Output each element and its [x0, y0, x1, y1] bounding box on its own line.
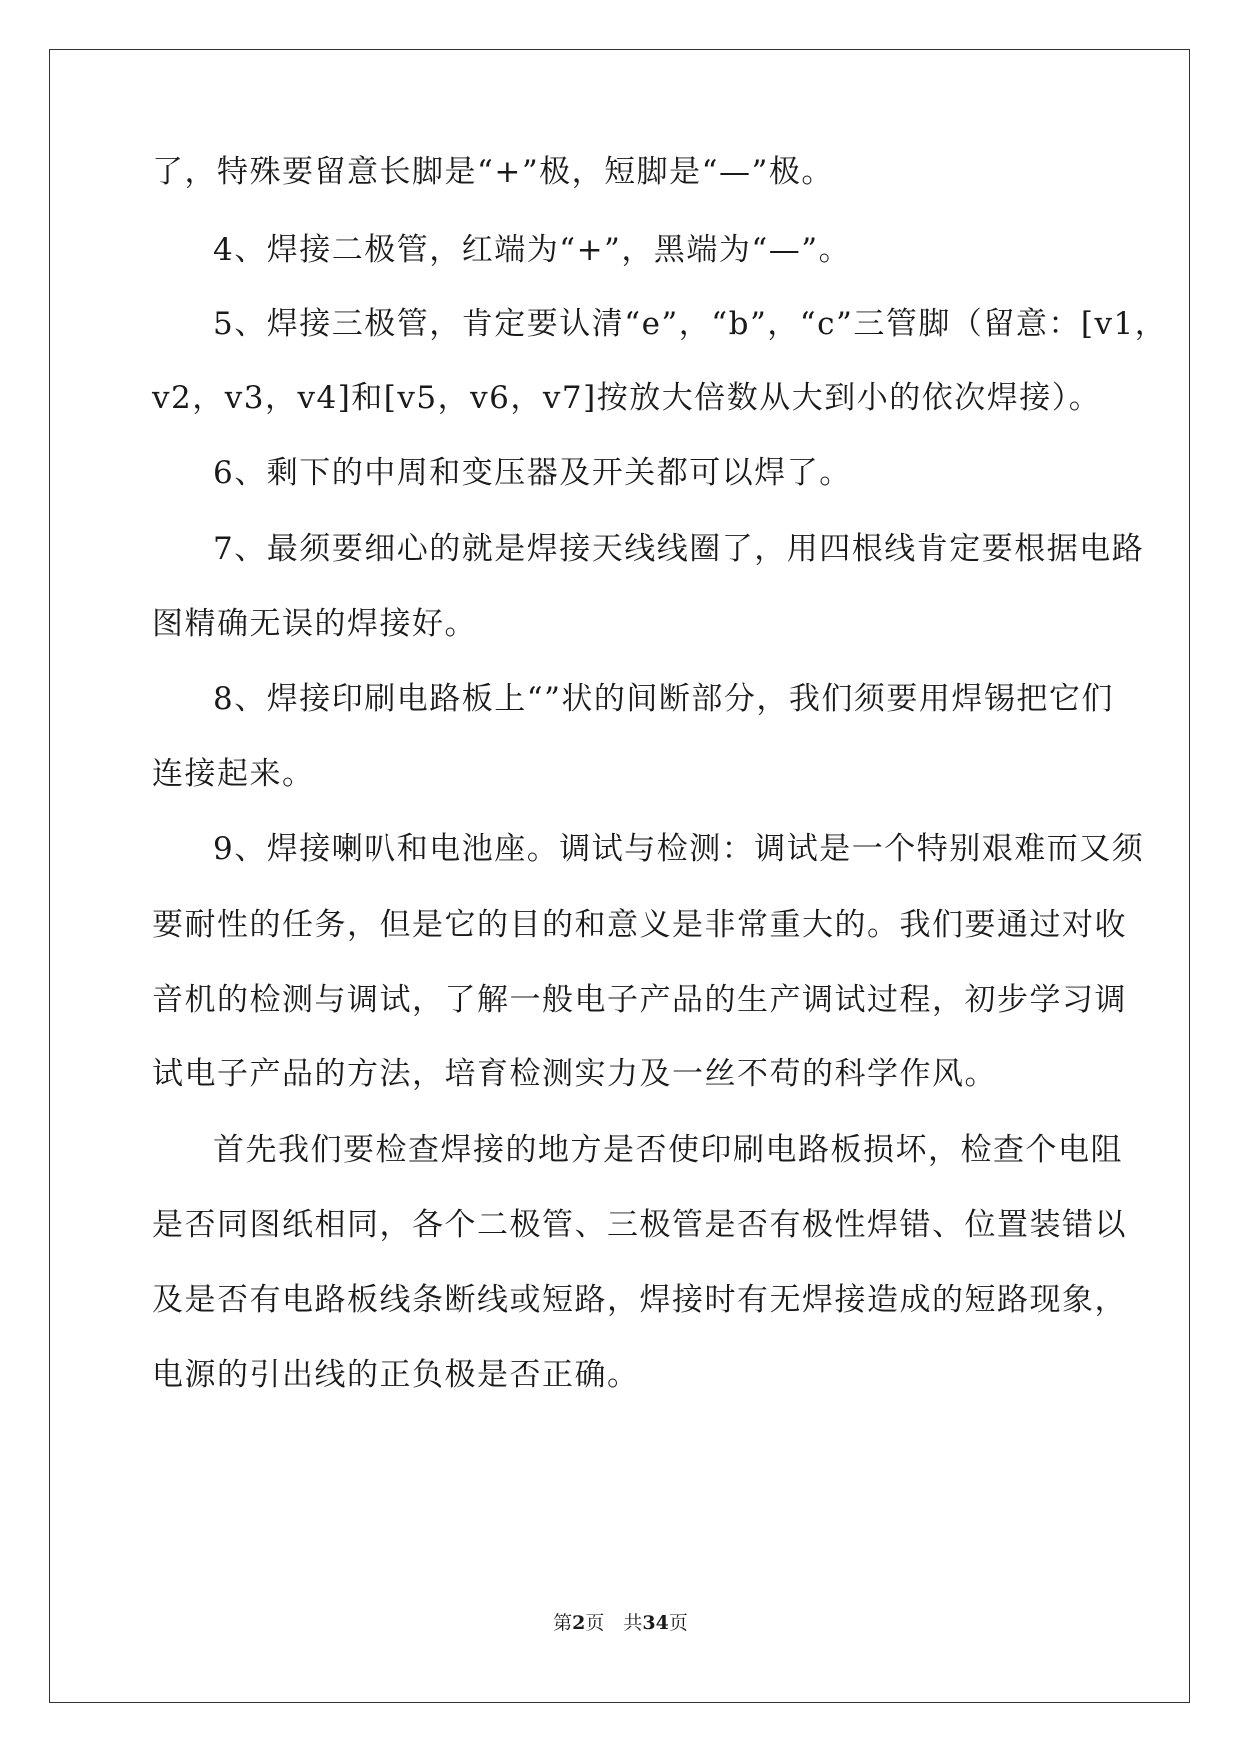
- text-line: 连接起来。: [152, 756, 315, 792]
- text-line: 了，特殊要留意长脚是“+”极，短脚是“—”极。: [152, 154, 834, 190]
- total-pages: 34: [642, 1612, 669, 1634]
- text-line: 6、剩下的中周和变压器及开关都可以焊了。: [213, 455, 852, 491]
- text-line: 8、焊接印刷电路板上“”状的间断部分，我们须要用焊锡把它们: [213, 681, 1114, 717]
- text-line: 4、焊接二极管，红端为“+”，黑端为“—”。: [213, 232, 852, 268]
- text-line: 7、最须要细心的就是焊接天线线圈了，用四根线肯定要根据电路: [213, 531, 1145, 567]
- footer-suffix: 页: [668, 1612, 688, 1634]
- text-line: 要耐性的任务，但是它的目的和意义是非常重大的。我们要通过对收: [152, 907, 1127, 943]
- text-line: 图精确无误的焊接好。: [152, 606, 477, 642]
- text-line: 是否同图纸相同，各个二极管、三极管是否有极性焊错、位置装错以: [152, 1207, 1127, 1243]
- footer-prefix: 第: [553, 1612, 573, 1634]
- text-line: 9、焊接喇叭和电池座。调试与检测：调试是一个特别艰难而又须: [213, 831, 1145, 867]
- text-line: 首先我们要检查焊接的地方是否使印刷电路板损坏，检查个电阻: [213, 1132, 1123, 1168]
- footer-middle: 页 共: [585, 1612, 643, 1634]
- text-line: 音机的检测与调试，了解一般电子产品的生产调试过程，初步学习调: [152, 982, 1127, 1018]
- page-number: 2: [572, 1612, 586, 1634]
- text-line: 及是否有电路板线条断线或短路，焊接时有无焊接造成的短路现象，: [152, 1282, 1127, 1318]
- text-line: 电源的引出线的正负极是否正确。: [152, 1357, 640, 1393]
- text-line: v2，v3，v4]和[v5，v6，v7]按放大倍数从大到小的依次焊接）。: [152, 380, 1102, 416]
- page-border: [49, 49, 1190, 1703]
- text-line: 试电子产品的方法，培育检测实力及一丝不苟的科学作风。: [152, 1056, 997, 1092]
- text-line: 5、焊接三极管，肯定要认清“e”，“b”，“c”三管脚（留意：[v1，: [213, 306, 1168, 342]
- page-footer: [0, 1611, 1241, 1635]
